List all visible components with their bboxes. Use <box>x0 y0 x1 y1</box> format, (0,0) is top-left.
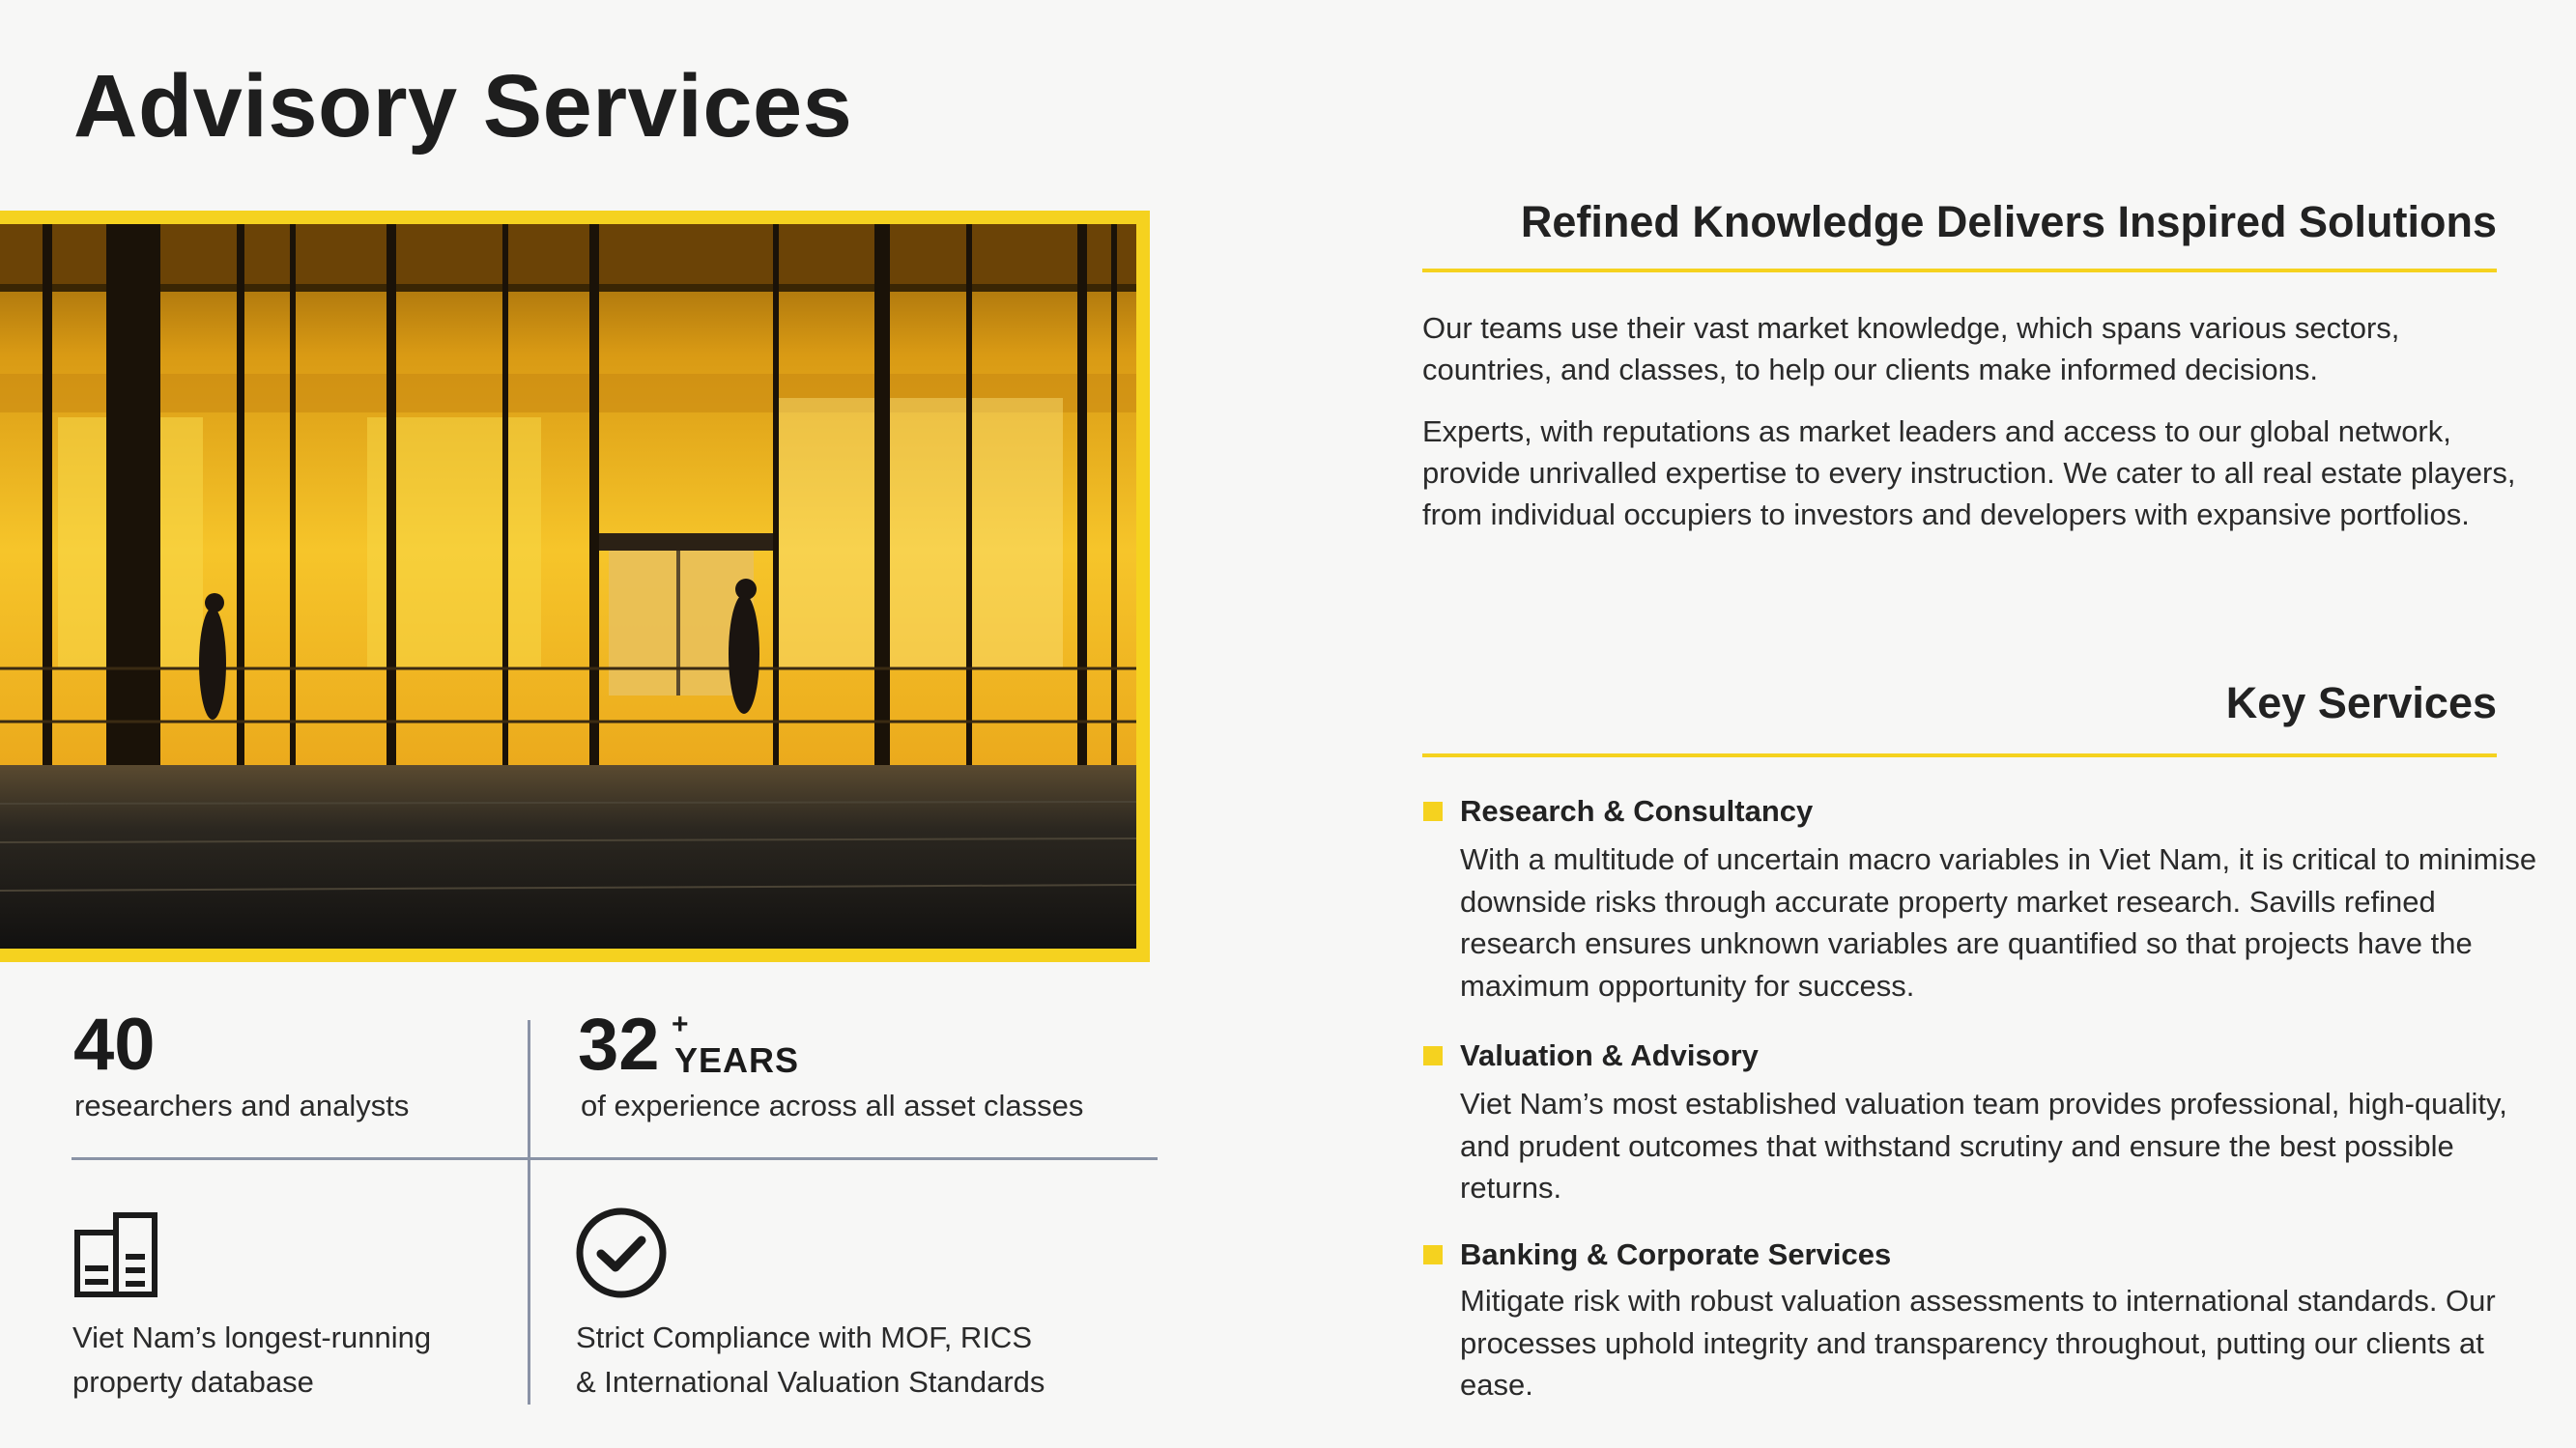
page-title: Advisory Services <box>73 57 853 156</box>
key-services-rule <box>1422 753 2497 757</box>
service-bullet-banking <box>1423 1245 1443 1264</box>
intro-paragraph-2: Experts, with reputations as market leaders and access to our global network, provide unrivalled expertise to every instruction. We cater to all real estate players, from individual occupiers to investors and developers with expansive portfolios. <box>1422 414 2516 531</box>
years-plus-sign: + <box>672 1008 689 1040</box>
service-desc-banking: Mitigate risk with robust valuation assessments to international standards. Our processes uphold integrity and transparency throughout, putting our clients at ease. <box>1460 1284 2496 1402</box>
service-bullet-research <box>1423 802 1443 821</box>
service-bullet-valuation <box>1423 1046 1443 1065</box>
database-caption: Viet Nam’s longest-running property database <box>72 1320 432 1399</box>
stats-horizontal-divider <box>72 1157 1158 1160</box>
experience-caption: of experience across all asset classes <box>581 1089 1084 1122</box>
database-building-icon <box>73 1209 160 1298</box>
service-title-research: Research & Consultancy <box>1460 794 1814 828</box>
researchers-count: 40 <box>73 1004 156 1086</box>
researchers-caption: researchers and analysts <box>74 1089 410 1122</box>
service-desc-research: With a multitude of uncertain macro variables in Viet Nam, it is critical to minimise downside risks through accurate property market research. Savills refined research ensures unknown variables are quantified so that projects have the maximum opportunity for success. <box>1460 842 2537 1003</box>
years-unit: YEARS <box>674 1040 800 1080</box>
service-title-banking: Banking & Corporate Services <box>1460 1237 1892 1271</box>
service-title-valuation: Valuation & Advisory <box>1460 1038 1759 1072</box>
key-services-heading: Key Services <box>2225 678 2497 727</box>
intro-heading: Refined Knowledge Delivers Inspired Solutions <box>1520 197 2497 246</box>
stats-vertical-divider <box>528 1020 530 1405</box>
compliance-caption: Strict Compliance with MOF, RICS & International Valuation Standards <box>576 1320 1045 1399</box>
intro-paragraph-1: Our teams use their vast market knowledge, which spans various sectors, countries, and classes, to help our clients make informed decisions. <box>1422 311 2400 386</box>
intro-heading-rule <box>1422 269 2497 272</box>
check-circle-icon <box>574 1206 669 1300</box>
service-desc-valuation: Viet Nam’s most established valuation team provides professional, high-quality, and prudent outcomes that withstand scrutiny and ensure the best possible returns. <box>1460 1087 2507 1205</box>
years-count: 32 <box>578 1004 660 1086</box>
building-lobby-photo <box>0 224 1136 949</box>
